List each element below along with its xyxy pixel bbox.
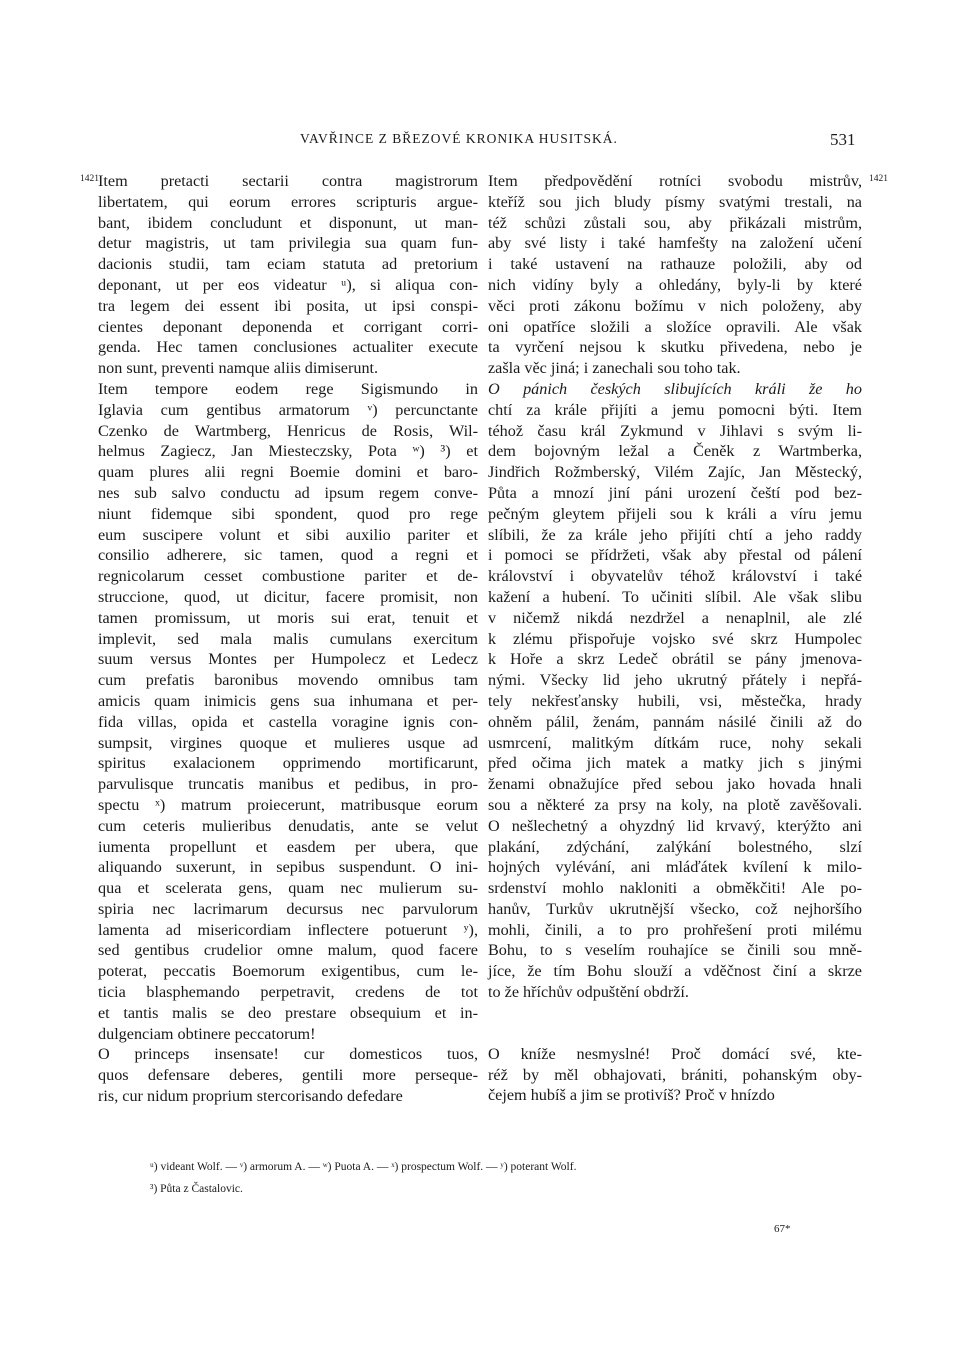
text-line: slíbili, že za krále jeho přijíti chtí a jeho raddy [488, 525, 862, 544]
text-line: chtí za krále přijíti a jemu pomocni býti. Item [488, 400, 862, 419]
text-line: quos defensare deberes, gentili more perseque- [98, 1066, 478, 1085]
text-line: quam plures alii regni Boemie domini et baro- [98, 463, 478, 482]
text-line: aby své listy i také hamfešty na založení učení [488, 234, 862, 253]
text-line: v ničemž nikdá nezdržel a nenaplnil, ale zlé [488, 608, 862, 627]
text-line: deponant, ut per eos videatur ᵘ), si aliqua con- [98, 275, 478, 294]
text-line: Jindřich Rožmberský, Vilém Zajíc, Jan Městecký, [488, 463, 862, 482]
text-line: detur magistris, ut tam privilegia sua quam fun- [98, 234, 478, 253]
text-line: implevit, sed mala malis cumulans exercitum [98, 629, 478, 648]
text-line: suum versus Montes per Humpolecz et Ledecz [98, 650, 478, 669]
text-line: qua et scelerata gens, quam nec mulierum su- [98, 879, 478, 898]
text-line: Iglavia cum gentibus armatorum ᵛ) percunctante [98, 400, 478, 419]
text-line: tely nekřesťansky hubili, vsi, městečka, hrady [488, 691, 862, 710]
text-line: libertatem, qui eorum errores scripturis argue- [98, 192, 478, 211]
text-line: i také ustavení na rathauze položili, aby od [488, 255, 862, 274]
text-line: spiritus exalacionem opprimendo mortificarunt, [98, 754, 478, 773]
text-line: ženami obnažujíce před sebou jako hovada hnali [488, 775, 862, 794]
text-line: Item pretacti sectarii contra magistrorum [98, 172, 478, 190]
text-line: sed gentibus crudelior omne malum, quod facere [98, 941, 478, 960]
text-line: též schůzi zůstali sou, aby přikázali mistrům, [488, 213, 862, 232]
text-line: pečným gleytem přijeli sou k králi a víru jemu [488, 504, 862, 523]
text-line: kteříž sou jich bludy písmy svatými trestali, na [488, 192, 862, 211]
text-line: lamenta ad misericordiam inflectere potuerunt ʸ), [98, 920, 478, 939]
paragraph-gap [488, 1003, 862, 1044]
latin-column [98, 171, 478, 1107]
text-line: réž by měl obhajovati, brániti, pohanským oby- [488, 1065, 862, 1084]
text-line: před očima jich matek a matky jich s jinými [488, 754, 862, 773]
text-line: jíce, že tím Bohu slouží a vděčnost činí a skrze [488, 962, 862, 981]
text-line: regnicolarum cesset combustione pariter et de- [98, 567, 478, 586]
text-line: eum suscipere volunt et sibi auxilio pariter et [98, 525, 478, 544]
margin-year-right: 1421 [869, 174, 888, 184]
text-line: cum prefatis baronibus movendo omnibus tam [98, 671, 478, 690]
text-line: čejem hubíš a jim se protivíš? Proč v hnízdo [488, 1086, 775, 1105]
text-line: iumenta propellunt et easdem per ubera, que [98, 837, 478, 856]
text-line: to že hříchův odpuštění obdrží. [488, 983, 689, 1002]
text-line: ta vyrčení nejsou k skutku přivedena, nebo je [488, 338, 862, 357]
text-line: helmus Zagiecz, Jan Miesteczsky, Pota ʷ) ³) et [98, 442, 478, 461]
text-line: ticia blasphemando perpetravit, credens de tot [98, 983, 478, 1002]
text-line: struccione, quod, ut dicitur, facere promisit, non [98, 587, 478, 606]
text-line: mohli, činili, a to pro prohřešení proti milému [488, 920, 862, 939]
text-line: ohněm pálil, ženám, pannám násilé činili až do [488, 712, 862, 731]
margin-year-left: 1421 [80, 174, 99, 184]
signature-mark: 67* [774, 1223, 791, 1235]
text-line: věci proti zákonu božímu v nich položeny, aby [488, 296, 862, 315]
text-line: nes sub salvo conductu ad ipsum regem conve- [98, 483, 478, 502]
text-line: dulgenciam obtinere peccatorum! [98, 1024, 316, 1043]
text-line: oni opatříce složili a složíce opravili. Ale však [488, 317, 862, 336]
text-line: dacionis studii, tam eciam statuta ad pretorium [98, 255, 478, 274]
text-line: O nešlechetný a ohyzdný lid krvavý, kterýžto ani [488, 816, 862, 835]
text-line: i pomoci se přídržeti, však aby přestal od pálení [488, 546, 862, 565]
text-line: sou a některé za prsy na koly, na plotě zavěšovali. [488, 795, 862, 814]
text-line: k zlému přispořuje vojsko své skrz Humpolec [488, 629, 862, 648]
text-line: k Hoře a skrz Ledeč obrátil se pány jmenova- [488, 650, 862, 669]
text-line: Item tempore eodem rege Sigismundo in [98, 379, 478, 398]
text-line: parvulisque truncatis manibus et pedibus, in pro- [98, 775, 478, 794]
running-header: VAVŘINCE Z BŘEZOVÉ KRONIKA HUSITSKÁ. [300, 131, 618, 146]
text-line: spectu ˣ) matrum proiecerunt, matribusque eorum [98, 795, 478, 814]
page-number: 531 [830, 130, 856, 149]
text-line: zašla věc jiná; i zanechali sou toho tak. [488, 359, 741, 378]
text-line: cientes deponant deponenda et corrigant corri- [98, 317, 478, 336]
text-line: usmrcení, malitkým dítkám ruce, nohy sekali [488, 733, 862, 752]
text-line: aliquando suxerunt, in sepibus suspendunt. O ini- [98, 858, 478, 877]
text-line: spiria nec lacrimarum decursus nec parvulorum [98, 899, 478, 918]
text-line: consilio adherere, sic tamen, quod a regni et [98, 546, 478, 565]
text-line: fida villas, opida et castella voragine ignis con- [98, 712, 478, 731]
czech-column [488, 171, 862, 1106]
text-line: O kníže nesmyslné! Proč domácí své, kte- [488, 1044, 862, 1063]
text-line: amicis quam inimicis gens sua inhumana et per- [98, 691, 478, 710]
text-line: srdenství mohlo nakloniti a obměkčiti! Ale po- [488, 879, 862, 898]
text-line: ris, cur nidum proprium stercorisando defedare [98, 1087, 403, 1106]
text-line: nými. Všecky lid jeho ukrutný přátely i nepřá- [488, 671, 862, 690]
text-line: Item předpovědění rotníci svobodu mistrův, [488, 172, 862, 190]
text-line: sumpsit, virgines quoque et mulieres usque ad [98, 733, 478, 752]
text-line: Czenko de Wartmberg, Henricus de Rosis, Wil- [98, 421, 478, 440]
text-line: et tantis malis se deo prestare obsequium et in- [98, 1003, 478, 1022]
text-line: nich vidíny byly a ohledány, byly-li by které [488, 275, 862, 294]
footnote-person: ³) Půta z Častalovic. [150, 1183, 243, 1195]
footnote-variants: ᵘ) videant Wolf. — ᵛ) armorum A. — ʷ) Puota A. — ˣ) prospectum Wolf. — ʸ) poterant Wolf. [150, 1161, 577, 1173]
text-line: niunt fidemque sibi spondent, quod pro rege [98, 504, 478, 523]
text-line: O princeps insensate! cur domesticos tuos, [98, 1045, 478, 1064]
text-line: dem bojovným ležal a Čeněk z Wartmberka, [488, 442, 862, 461]
text-line: poterat, peccatis Boemorum exigentibus, cum le- [98, 962, 478, 981]
text-line: tra legem dei essent ibi posita, ut ipsi conspi- [98, 296, 478, 315]
text-line: tamen promissum, ut moris sui erat, tenuit et [98, 608, 478, 627]
text-line: non sunt, preventi namque aliis dimiserunt. [98, 359, 379, 378]
text-line: cum ceteris mulieribus denudatis, ante se velut [98, 816, 478, 835]
text-line: hanův, Turkův ukrutnější všecko, což nejhoršího [488, 899, 862, 918]
text-line: království i obyvatelův téhož království i také [488, 567, 862, 586]
footnotes [150, 1161, 576, 1205]
text-line: bant, ibidem concludunt et disponunt, ut man- [98, 213, 478, 232]
text-line: Půta a mnozí jiní páni urození čeští pod bez- [488, 483, 862, 502]
text-line: kažení a hubení. To učiniti slíbil. Ale však slibu [488, 587, 862, 606]
text-line: O pánich českých slibujících králi že ho [488, 379, 862, 398]
text-line: hojných vylévání, ani mláďátek kvílení k milo- [488, 858, 862, 877]
text-line: téhož času král Zykmund v Jihlavi s svým li- [488, 421, 862, 440]
text-line: plakání, zdýchání, zalýkání bolestného, slzí [488, 837, 862, 856]
text-line: genda. Hec tamen conclusiones actualiter execute [98, 338, 478, 357]
text-line: Bohu, to s veselím rouhajíce se činili sou mně- [488, 941, 862, 960]
